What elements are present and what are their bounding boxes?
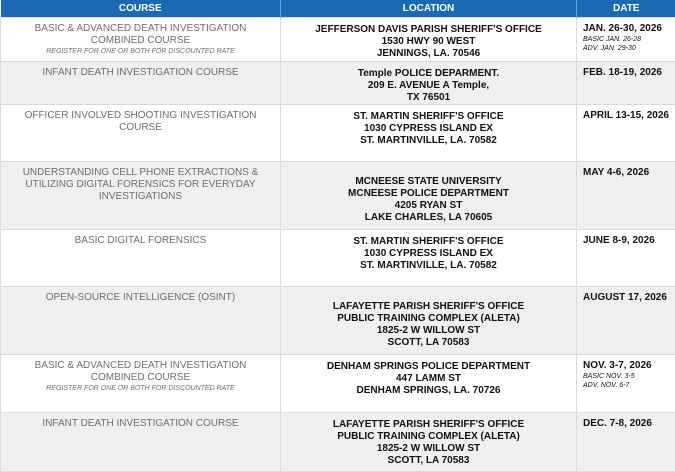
course-note: REGISTER FOR ONE OR BOTH FOR DISCOUNTED RATE xyxy=(46,385,235,392)
location-line: JEFFERSON DAVIS PARISH SHERIFF'S OFFICE xyxy=(315,24,542,35)
location-line: PUBLIC TRAINING COMPLEX (ALETA) xyxy=(337,431,520,442)
date-text: NOV. 3-7, 2026 xyxy=(583,360,652,371)
course-cell xyxy=(1,62,281,105)
course-name: OPEN-SOURCE INTELLIGENCE (OSINT) xyxy=(45,292,236,303)
date-note: ADV. JAN. 29-30 xyxy=(583,45,636,52)
date-text: APRIL 13-15, 2026 xyxy=(583,110,669,121)
course-cell xyxy=(1,355,281,413)
location-line: 4205 RYAN ST xyxy=(394,199,463,211)
course-name: BASIC & ADVANCED DEATH INVESTIGATION xyxy=(34,23,247,34)
location-line: ST. MARTINVILLE, LA. 70582 xyxy=(360,260,497,271)
location-line: SCOTT, LA 70583 xyxy=(387,336,470,348)
date-cell xyxy=(577,18,675,62)
date-cell xyxy=(577,230,675,287)
date-note: BASIC JAN. 26-28 xyxy=(583,36,641,43)
date-cell xyxy=(577,105,675,162)
course-name: INFANT DEATH INVESTIGATION COURSE xyxy=(42,418,239,429)
location-cell xyxy=(281,413,577,472)
location-line: 1030 CYPRESS ISLAND EX xyxy=(364,248,493,259)
location-line: 1825-2 W WILLOW ST xyxy=(376,324,481,336)
course-cell xyxy=(1,18,281,62)
date-text: JAN. 26-30, 2026 xyxy=(583,23,662,34)
date-cell xyxy=(577,355,675,413)
course-name: COMBINED COURSE xyxy=(90,35,191,46)
table-row xyxy=(1,355,675,413)
location-cell xyxy=(281,287,577,355)
course-name: INVESTIGATIONS xyxy=(98,191,183,202)
date-cell xyxy=(577,287,675,355)
course-cell xyxy=(1,413,281,472)
header-row xyxy=(1,0,675,18)
location-cell xyxy=(281,18,577,62)
location-line: MCNEESE STATE UNIVERSITY xyxy=(355,175,502,187)
date-column-header: DATE xyxy=(577,0,675,18)
table-row xyxy=(1,62,675,105)
location-column-header: LOCATION xyxy=(281,0,577,18)
location-line: MCNEESE POLICE DEPARTMENT xyxy=(348,187,509,199)
date-cell xyxy=(577,162,675,230)
location-cell xyxy=(281,105,577,162)
table-row xyxy=(1,162,675,230)
date-text: DEC. 7-8, 2026 xyxy=(583,418,652,429)
course-name: OFFICER INVOLVED SHOOTING INVESTIGATION COURSE xyxy=(24,110,257,133)
location-line: LAKE CHARLES, LA 70605 xyxy=(364,211,493,223)
course-note: REGISTER FOR ONE OR BOTH FOR DISCOUNTED RATE xyxy=(46,48,235,55)
course-name: UTILIZING DIGITAL FORENSICS FOR EVERYDAY xyxy=(25,179,256,190)
location-line: LAFAYETTE PARISH SHERIFF'S OFFICE xyxy=(332,419,525,430)
location-line: DENHAM SPRINGS POLICE DEPARTMENT xyxy=(326,361,531,372)
date-text: AUGUST 17, 2026 xyxy=(583,292,667,303)
location-line: ST. MARTIN SHERIFF'S OFFICE xyxy=(353,236,504,247)
date-text: FEB. 18-19, 2026 xyxy=(583,67,662,78)
course-cell xyxy=(1,230,281,287)
table-row xyxy=(1,18,675,62)
course-name: UNDERSTANDING CELL PHONE EXTRACTIONS & xyxy=(22,167,259,178)
table-row xyxy=(1,105,675,162)
location-line: ST. MARTIN SHERIFF'S OFFICE xyxy=(353,111,504,122)
location-line: 1030 CYPRESS ISLAND EX xyxy=(364,123,493,134)
location-line: LAFAYETTE PARISH SHERIFF'S OFFICE xyxy=(332,300,525,312)
location-cell xyxy=(281,230,577,287)
location-line: 1825-2 W WILLOW ST xyxy=(376,443,481,454)
table-row xyxy=(1,413,675,472)
location-cell xyxy=(281,355,577,413)
location-line: SCOTT, LA 70583 xyxy=(387,455,470,466)
date-cell xyxy=(577,62,675,105)
location-cell xyxy=(281,62,577,105)
location-line: DENHAM SPRINGS, LA. 70726 xyxy=(356,385,501,396)
date-text: JUNE 8-9, 2026 xyxy=(583,235,655,246)
table-row xyxy=(1,287,675,355)
course-cell xyxy=(1,105,281,162)
location-line: 209 E. AVENUE A Temple, xyxy=(367,80,490,91)
location-line: TX 76501 xyxy=(406,92,451,103)
course-cell xyxy=(1,287,281,355)
course-name: BASIC DIGITAL FORENSICS xyxy=(74,235,207,246)
course-cell xyxy=(1,162,281,230)
table-row xyxy=(1,230,675,287)
course-name: COMBINED COURSE xyxy=(90,372,191,383)
date-note: BASIC NOV. 3-5 xyxy=(583,373,635,380)
date-note: ADV. NOV. 6-7 xyxy=(583,382,630,389)
course-name: BASIC & ADVANCED DEATH INVESTIGATION xyxy=(34,360,247,371)
location-line: ST. MARTINVILLE, LA. 70582 xyxy=(360,135,497,146)
location-line: JENNINGS, LA. 70546 xyxy=(376,48,481,59)
course-name: INFANT DEATH INVESTIGATION COURSE xyxy=(42,67,239,78)
location-line: Temple POLICE DEPARMENT. xyxy=(357,68,500,79)
date-cell xyxy=(577,413,675,472)
location-line: 1530 HWY 90 WEST xyxy=(381,36,476,47)
date-text: MAY 4-6, 2026 xyxy=(583,167,650,178)
location-line: 447 LAMM ST xyxy=(395,373,461,384)
location-line: PUBLIC TRAINING COMPLEX (ALETA) xyxy=(337,312,520,324)
course-column-header: COURSE xyxy=(1,0,281,18)
location-cell xyxy=(281,162,577,230)
